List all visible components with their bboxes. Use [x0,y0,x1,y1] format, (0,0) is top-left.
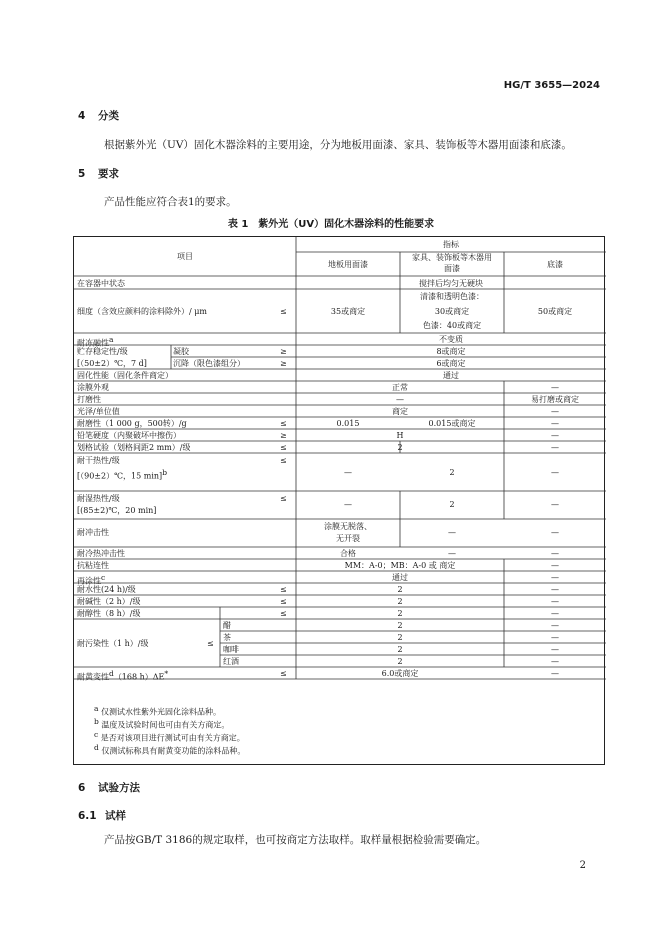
requirements-table [73,236,605,765]
comparator: ≤ [207,639,214,648]
row-pencil-hardness: 铅笔硬度（内聚破坏中擦伤） [77,431,181,440]
value-primer: — [551,431,559,440]
footnote-mark: a [94,704,99,713]
row-alkali-resistance: 耐碱性（2 h）/级 [77,597,141,606]
condition-text: [（90±2）℃，15 min] [77,471,163,481]
value-primer: — [551,645,559,654]
value-floor: 35或商定 [330,307,366,316]
value: 搅拌后均匀无硬块 [419,279,483,288]
sub-settling: 沉降（限色漆组分） [173,359,245,368]
value-primer: — [551,443,559,452]
footnote-text: 温度及试验时间也可由有关方商定。 [101,720,230,730]
section-6-1-title: 试样 [105,810,126,822]
value-furniture-line3: 色漆：40或商定 [422,321,482,330]
row-storage-stability: 贮存稳定性/级 [77,347,128,356]
row-thermal-shock: 耐冷热冲击性 [77,549,125,558]
row-dry-heat-condition [77,467,167,482]
value: 正常 [392,383,408,392]
row-water-resistance: 耐水性(24 h)/级 [77,585,136,594]
value: — [396,395,404,404]
comparator: ≤ [280,456,287,465]
section-4-text: 根据紫外光（UV）固化木器涂料的主要用途，分为地板用面漆、家具、装饰板等木器用面漆和底漆。 [104,139,572,151]
comparator: ≤ [280,307,287,316]
comparator: ≥ [280,431,287,440]
row-alcohol-resistance: 耐醇性（8 h）/级 [77,609,141,618]
row-gloss: 光泽/单位值 [77,407,120,416]
value-primer: — [551,669,559,678]
page-number: 2 [579,860,586,871]
footnote-mark: d [94,743,99,752]
row-film-appearance: 涂膜外观 [77,383,109,392]
row-dry-heat: 耐干热性/级 [77,456,120,465]
value: 6.0或商定 [381,669,419,678]
row-abrasion: 耐磨性（1 000 g，500转）/g [77,419,187,428]
comparator: ≤ [280,494,287,503]
section-4-heading [78,108,119,123]
footnote-mark: a [109,335,114,344]
row-label: 耐冻融性 [77,338,109,348]
footnote-mark: b [94,717,99,726]
row-impact: 耐冲击性 [77,528,109,537]
header-index: 指标 [443,240,459,249]
value-furniture: — [448,528,456,537]
value: 2 [397,443,403,452]
value-floor: — [344,468,352,477]
stain-coffee: 咖啡 [223,645,239,654]
header-furniture-line2: 面漆 [444,264,460,273]
footnote-text: 仅测试标称具有耐黄变功能的涂料品种。 [101,746,246,756]
comparator: ≥ [280,347,287,356]
section-6-1-number: 6.1 [78,810,97,822]
value-furniture: 2 [449,500,455,509]
value-primer: — [551,468,559,477]
header-item: 项目 [177,252,193,261]
footnote-mark: c [101,573,106,582]
comparator: ≤ [280,597,287,606]
header-furniture-line1: 家具、装饰板等木器用 [412,253,492,262]
section-4-title: 分类 [98,110,119,122]
stain-vinegar: 醋 [223,621,231,630]
row-label: 耐黄变性 [77,672,109,682]
section-5-number: 5 [78,168,86,180]
footnote-mark: c [94,730,99,739]
header-floor: 地板用面漆 [328,260,368,269]
row-sandability: 打磨性 [77,395,101,404]
section-6-title: 试验方法 [98,782,140,794]
value: 6或商定 [436,359,466,368]
value-floor-line1: 涂膜无脱落、 [324,522,372,531]
stain-red-wine: 红酒 [223,657,239,666]
section-5-title: 要求 [98,168,119,180]
value-primer: — [551,573,559,582]
sub-gel: 凝胶 [173,347,189,356]
value: 不变质 [439,335,463,344]
header-primer: 底漆 [547,260,563,269]
value-primer: — [551,609,559,618]
footnote-text: 是否对该项目进行测试可由有关方商定。 [100,733,245,743]
value-furniture-line2: 30或商定 [434,307,470,316]
stain-tea: 茶 [223,633,231,642]
value: H [396,431,404,440]
row-wet-heat: 耐湿热性/级 [77,494,120,503]
comparator: ≤ [280,669,287,678]
value-primer: — [551,621,559,630]
value-floor: 合格 [340,549,356,558]
row-fineness: 细度（含效应颜料的涂料除外）/ μm [77,307,208,316]
value-primer: — [551,407,559,416]
value-primer: — [551,657,559,666]
value: 2 [397,609,403,618]
comparator: ≤ [280,419,287,428]
footnote-mark: b [162,468,167,477]
superscript-star: * [164,669,169,678]
footnote-mark: d [109,669,114,678]
value-primer: — [551,419,559,428]
value-primer: 易打磨或商定 [531,395,579,404]
standard-code: HG/T 3655—2024 [503,80,600,91]
table-caption: 表 1 紫外光（UV）固化木器涂料的性能要求 [227,219,435,230]
footnote-text: 仅测试水性紫外光固化涂料品种。 [101,707,222,717]
section-4-number: 4 [78,110,86,122]
value: 2 [397,633,403,642]
value-primer: — [551,383,559,392]
value: 2 [397,621,403,630]
row-curing: 固化性能（固化条件商定） [77,371,173,380]
value-furniture: 0.015或商定 [428,419,476,428]
row-storage-stability-condition: [（50±2）℃，7 d] [77,359,147,368]
comparator: ≥ [280,359,287,368]
value-primer: — [551,528,559,537]
section-6-number: 6 [78,782,86,794]
section-6-1-heading [78,808,126,823]
value-floor: — [344,500,352,509]
value: 2 [397,597,403,606]
value: 通过 [443,371,459,380]
value-primer: — [551,597,559,606]
footnote-d [94,742,245,757]
value-primer: — [551,585,559,594]
value-furniture: 2 [449,468,455,477]
section-6-heading [78,780,140,795]
row-wet-heat-condition: [(85±2)℃，20 min] [77,506,157,515]
comparator: ≤ [280,443,287,452]
section-5-text: 产品性能应符合表1的要求。 [104,196,237,208]
value: 2 [397,585,403,594]
row-stain-resistance: 耐污染性（1 h）/级 [77,639,149,648]
value-floor-line2: 无开裂 [336,534,360,543]
value: MM：A-0；MB：A-0 或 商定 [344,561,456,570]
value: 商定 [392,407,408,416]
row-container-state: 在容器中状态 [77,279,125,288]
value: 8或商定 [436,347,466,356]
comparator: ≤ [280,585,287,594]
value-primer: 50或商定 [537,307,573,316]
value: 通过 [392,573,408,582]
value-furniture-line1: 清漆和透明色漆： [420,292,484,301]
value: 2 [397,657,403,666]
row-cross-cut: 划格试验（划格间距2 mm）/级 [77,443,191,452]
value-floor: 0.015 [336,419,360,428]
row-label-cont: （168 h）ΔE [113,672,165,682]
value-primer: — [551,500,559,509]
value-primer: — [551,549,559,558]
value-primer: — [551,633,559,642]
row-yellowing [77,668,168,683]
row-label: 再涂性 [77,576,101,586]
comparator: ≤ [280,609,287,618]
value: 2 [397,645,403,654]
section-5-heading [78,166,119,181]
value-primer: — [551,561,559,570]
row-blocking: 抗粘连性 [77,561,109,570]
value-furniture: — [448,549,456,558]
section-6-1-text: 产品按GB/T 3186的规定取样，也可按商定方法取样。取样量根据检验需要确定。 [104,834,487,846]
